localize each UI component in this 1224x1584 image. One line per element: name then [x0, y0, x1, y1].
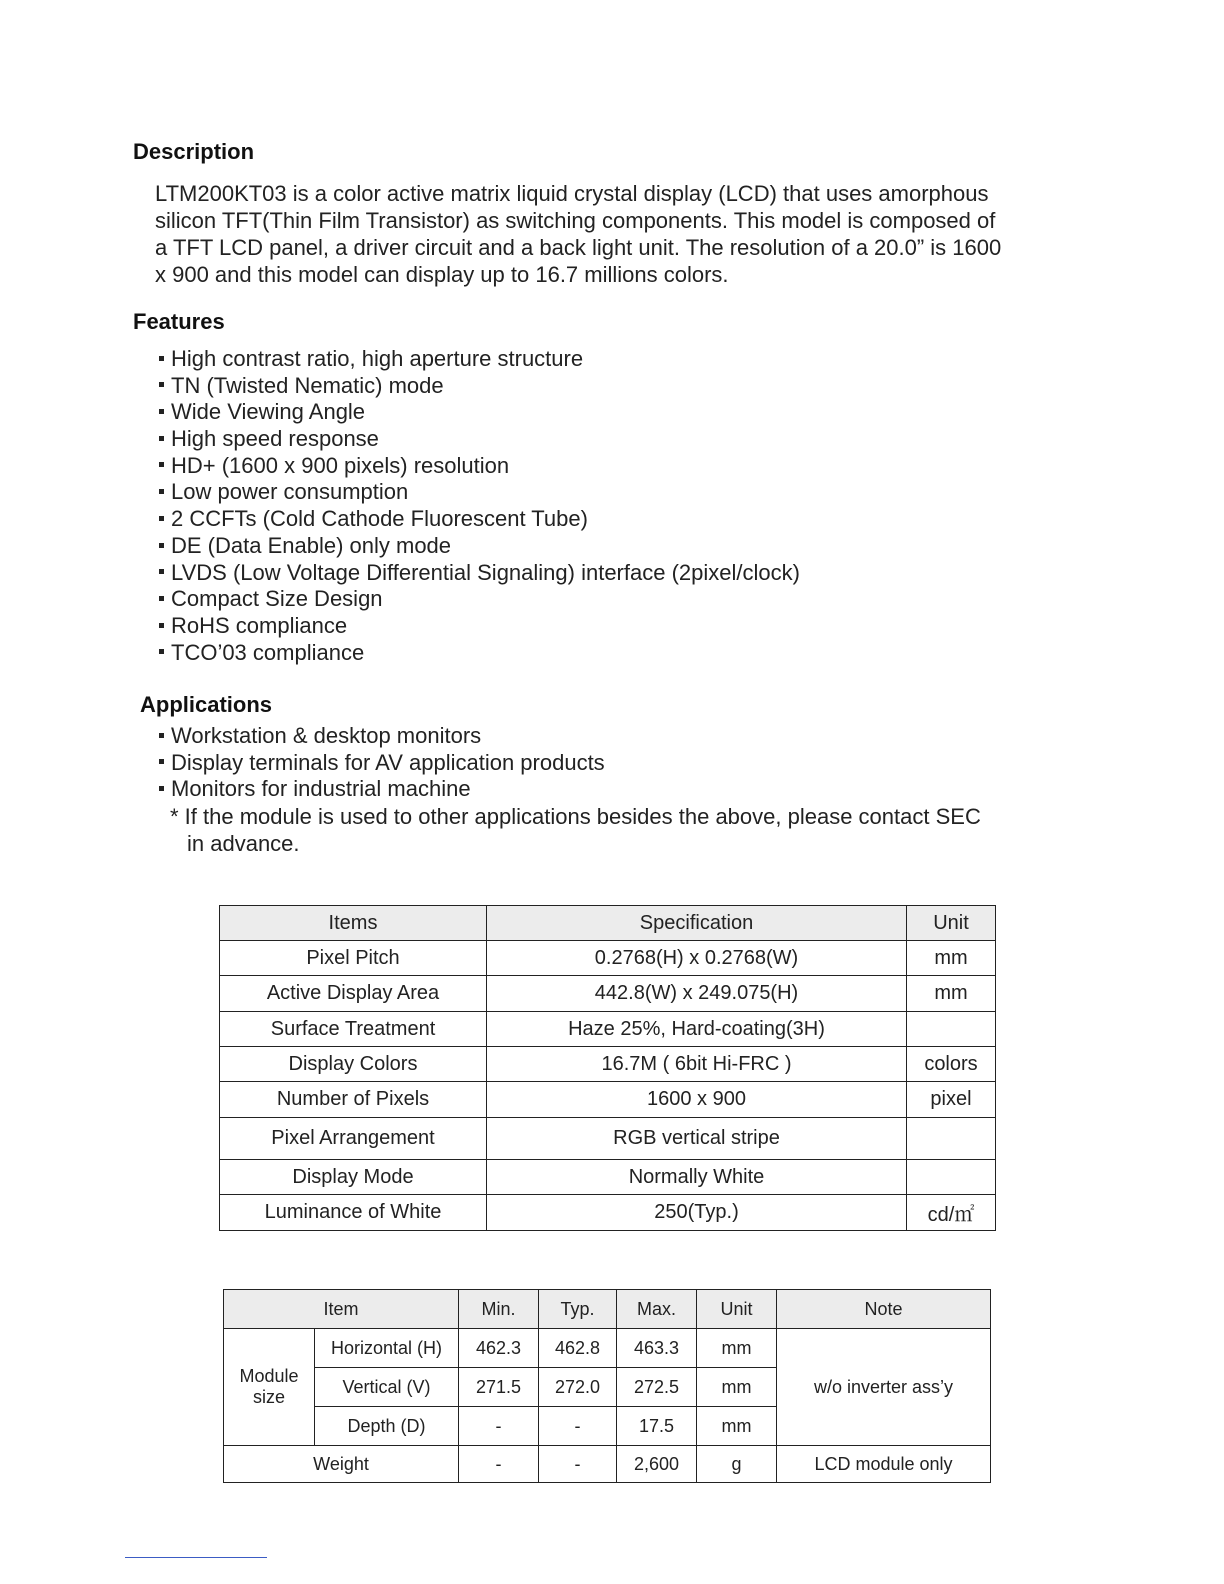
applications-note [170, 803, 981, 857]
bullet-icon [159, 543, 164, 548]
table-row [220, 1195, 996, 1231]
column-header-specification: Specification [487, 906, 907, 941]
table-row [220, 1118, 996, 1160]
spec-item: Pixel Arrangement [220, 1118, 487, 1160]
description-line: LTM200KT03 is a color active matrix liquid crystal display (LCD) that uses amorphous [155, 181, 989, 206]
spec-unit: mm [907, 941, 996, 976]
dim-typ: 462.8 [539, 1329, 617, 1368]
weight-max: 2,600 [617, 1446, 697, 1483]
list-item: 2 CCFTs (Cold Cathode Fluorescent Tube) [157, 506, 800, 533]
spec-unit: cd/㎡ [907, 1195, 996, 1231]
bullet-icon [159, 623, 164, 628]
column-header-typ: Typ. [539, 1290, 617, 1329]
spec-unit [907, 1118, 996, 1160]
features-heading: Features [133, 309, 225, 334]
dim-min: 462.3 [459, 1329, 539, 1368]
column-header-note: Note [777, 1290, 991, 1329]
dim-unit: mm [697, 1329, 777, 1368]
weight-label: Weight [224, 1446, 459, 1483]
spec-table [219, 905, 996, 1231]
bullet-icon [159, 516, 164, 521]
bullet-icon [159, 733, 164, 738]
spec-unit: colors [907, 1047, 996, 1082]
bullet-icon [159, 436, 164, 441]
table-row [224, 1446, 991, 1483]
spec-value: 250(Typ.) [487, 1195, 907, 1231]
spec-unit: pixel [907, 1082, 996, 1118]
table-row [220, 1160, 996, 1195]
list-item: TCO’03 compliance [157, 640, 800, 667]
bullet-icon [159, 759, 164, 764]
spec-item: Display Mode [220, 1160, 487, 1195]
spec-unit [907, 1160, 996, 1195]
spec-value: 442.8(W) x 249.075(H) [487, 976, 907, 1012]
bullet-icon [159, 462, 164, 467]
list-item: Wide Viewing Angle [157, 399, 800, 426]
column-header-min: Min. [459, 1290, 539, 1329]
bullet-icon [159, 649, 164, 654]
note-line: in advance. [187, 831, 300, 856]
description-heading: Description [133, 139, 255, 164]
column-header-items: Items [220, 906, 487, 941]
dim-max: 463.3 [617, 1329, 697, 1368]
column-header-item: Item [224, 1290, 459, 1329]
description-line: x 900 and this model can display up to 16.7 millions colors. [155, 262, 729, 287]
spec-value: 1600 x 900 [487, 1082, 907, 1118]
list-item: Display terminals for AV application products [157, 750, 605, 777]
spec-value: 0.2768(H) x 0.2768(W) [487, 941, 907, 976]
spec-item: Luminance of White [220, 1195, 487, 1231]
table-row [220, 941, 996, 976]
table-header-row [224, 1290, 991, 1329]
column-header-unit: Unit [907, 906, 996, 941]
dim-max: 17.5 [617, 1407, 697, 1446]
spec-value: 16.7M ( 6bit Hi-FRC ) [487, 1047, 907, 1082]
dim-min: 271.5 [459, 1368, 539, 1407]
spec-value: Normally White [487, 1160, 907, 1195]
dim-typ: 272.0 [539, 1368, 617, 1407]
module-size-label: Module size [224, 1329, 315, 1446]
table-row [220, 1047, 996, 1082]
list-item: Low power consumption [157, 479, 800, 506]
dimension-table [223, 1289, 991, 1483]
spec-item: Number of Pixels [220, 1082, 487, 1118]
column-header-max: Max. [617, 1290, 697, 1329]
table-row [220, 976, 996, 1012]
spec-unit: mm [907, 976, 996, 1012]
dim-unit: mm [697, 1368, 777, 1407]
dim-max: 272.5 [617, 1368, 697, 1407]
list-item: Compact Size Design [157, 586, 800, 613]
spec-unit [907, 1012, 996, 1047]
column-header-unit: Unit [697, 1290, 777, 1329]
weight-typ: - [539, 1446, 617, 1483]
list-item: DE (Data Enable) only mode [157, 533, 800, 560]
bullet-icon [159, 786, 164, 791]
table-header-row [220, 906, 996, 941]
description-line: a TFT LCD panel, a driver circuit and a back light unit. The resolution of a 20.0” is 1600 [155, 235, 1002, 260]
bullet-icon [159, 596, 164, 601]
description-paragraph [155, 180, 1025, 288]
spec-item: Pixel Pitch [220, 941, 487, 976]
table-row [220, 1012, 996, 1047]
bullet-icon [159, 356, 164, 361]
list-item: High speed response [157, 426, 800, 453]
weight-unit: g [697, 1446, 777, 1483]
description-line: silicon TFT(Thin Film Transistor) as switching components. This model is composed of [155, 208, 996, 233]
weight-note: LCD module only [777, 1446, 991, 1483]
table-row [224, 1329, 991, 1368]
note-line: * If the module is used to other applications besides the above, please contact SEC [170, 804, 981, 829]
spec-value: Haze 25%, Hard-coating(3H) [487, 1012, 907, 1047]
footnote-separator [125, 1557, 267, 1558]
bullet-icon [159, 409, 164, 414]
dim-param: Depth (D) [315, 1407, 459, 1446]
list-item: Monitors for industrial machine [157, 776, 605, 803]
list-item: TN (Twisted Nematic) mode [157, 373, 800, 400]
list-item: RoHS compliance [157, 613, 800, 640]
spec-item: Surface Treatment [220, 1012, 487, 1047]
bullet-icon [159, 569, 164, 574]
list-item: HD+ (1600 x 900 pixels) resolution [157, 453, 800, 480]
spec-item: Display Colors [220, 1047, 487, 1082]
list-item: High contrast ratio, high aperture structure [157, 346, 800, 373]
applications-list [157, 723, 605, 803]
bullet-icon [159, 489, 164, 494]
dim-unit: mm [697, 1407, 777, 1446]
features-list [157, 346, 800, 666]
dim-typ: - [539, 1407, 617, 1446]
weight-min: - [459, 1446, 539, 1483]
spec-item: Active Display Area [220, 976, 487, 1012]
list-item: Workstation & desktop monitors [157, 723, 605, 750]
dim-min: - [459, 1407, 539, 1446]
size-note: w/o inverter ass’y [777, 1329, 991, 1446]
table-row [220, 1082, 996, 1118]
list-item: LVDS (Low Voltage Differential Signaling) interface (2pixel/clock) [157, 560, 800, 587]
dim-param: Vertical (V) [315, 1368, 459, 1407]
bullet-icon [159, 382, 164, 387]
spec-value: RGB vertical stripe [487, 1118, 907, 1160]
applications-heading: Applications [140, 692, 273, 717]
dim-param: Horizontal (H) [315, 1329, 459, 1368]
